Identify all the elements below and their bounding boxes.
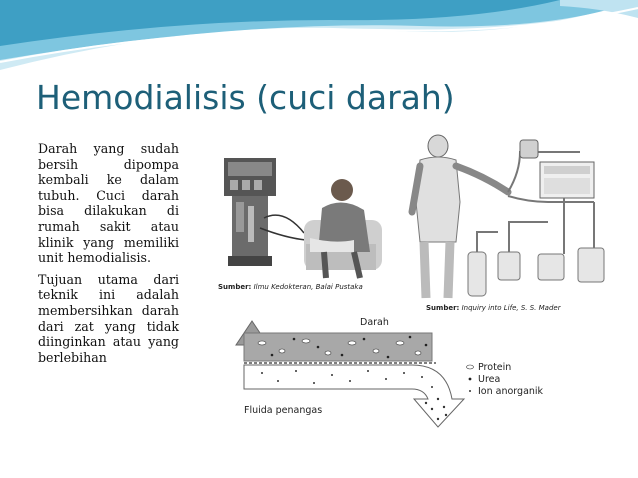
photo-source-prefix: Sumber: [218, 283, 252, 291]
dialysis-drawing [408, 132, 608, 300]
dialysis-photo-image [214, 148, 386, 280]
drawing-source-prefix: Sumber: [426, 304, 460, 312]
dialysis-photo [214, 148, 386, 280]
dialysis-diffusion-diagram [232, 303, 544, 431]
dialysis-drawing-image [408, 132, 608, 300]
photo-source-text: Ilmu Kedokteran, Balai Pustaka [253, 283, 363, 291]
blood-label: Darah [360, 317, 389, 328]
photo-source-caption [218, 283, 363, 291]
diagram-legend [467, 362, 544, 397]
legend-protein: Protein [478, 362, 512, 373]
fluid-arrow [244, 365, 464, 427]
paragraph-1: Darah yang sudah bersih dipompa kembali ke dalam tubuh. Cuci darah bisa dilakukan di rumah sakit atau klinik yang memiliki unit hemodialisis. [38, 141, 179, 266]
legend-protein-marker [467, 365, 474, 369]
legend-urea: Urea [478, 374, 501, 385]
blood-channel [244, 333, 432, 361]
paragraph-2: Tujuan utama dari teknik ini adalah membersihkan darah dari zat yang tidak diinginkan atau yang berlebihan [38, 271, 179, 365]
legend-ion-marker [469, 390, 471, 392]
slide-body [38, 141, 179, 371]
fluid-label: Fluida penangas [244, 405, 323, 416]
legend-ion: Ion anorganik [478, 386, 544, 397]
drawing-source-text: Inquiry into Life, S. S. Mader [461, 304, 561, 312]
header-wave-decoration [0, 0, 638, 80]
legend-urea-marker [469, 378, 472, 381]
slide-title: Hemodialisis (cuci darah) [36, 78, 455, 117]
